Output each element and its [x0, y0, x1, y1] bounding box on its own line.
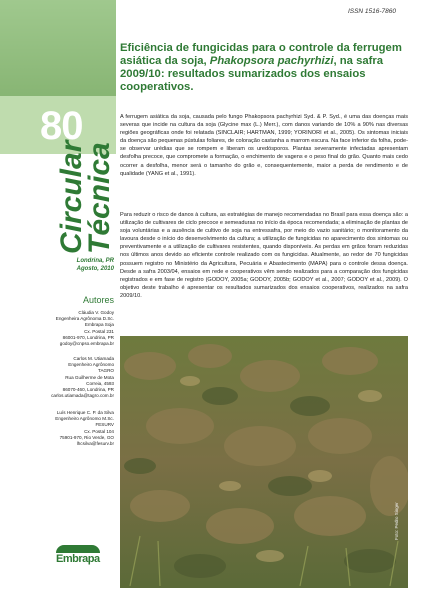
author-line: Embrapa Soja	[84, 322, 114, 328]
publication-date: Agosto, 2010	[76, 265, 114, 272]
title-species: Phakopsora pachyrhizi	[209, 55, 334, 67]
author-line: Rua Guilherme de Mota	[65, 374, 114, 380]
soybean-field-photo	[120, 336, 408, 588]
author-email: lhcsilva@fesurv.br	[76, 441, 114, 447]
author-line: Engenheiro Agrônomo M.Sc.	[55, 416, 114, 422]
author-line: 86001-970, Londrina, PR	[62, 334, 114, 340]
logo-text: Embrapa	[56, 553, 100, 565]
author-email: carlos.utiamada@tagro.com.br	[51, 393, 114, 399]
series-title-line2: Técnica	[82, 142, 116, 254]
management-paragraph: Para reduzir o risco de danos à cultura, as estratégias de manejo recomendadas no Brasil para essa doença são: a utilização de cultivares de ciclo precoce e semeaduras no início da época recomendada; a eliminação de plantas de soja voluntárias e a ausência de cultivo de soja na entressafra, por meio do vazio sanitário; o monitoramento da lavoura desde o início do desenvolvimento da cultura; a utilização de fungicidas no aparecimento dos sintomas ou preventivamente e a utilização de cultivares resistentes, quando disponíveis. As perdas em grãos foram reduzidas nos últimos anos devido ao eficiente controle realizado com os fungicidas. Atualmente, ao redor de 70 fungicidas possuem registro no Ministério da Agricultura, Pecuária e Abastecimento (MAPA) para o controle dessa doença. Desde a safra 2003/04, ensaios em rede e cooperativos vêm sendo realizados para a comparação dos fungicidas registrados e em fase de registro (GODOY, 2005a; GODOY, 2005b; GODOY et al., 2007; GODOY et al., 2009). O objetivo deste trabalho é apresentar os resultados sumarizados dos ensaios cooperativos, realizados na safra 2009/10.	[120, 212, 408, 299]
author-block	[4, 410, 114, 447]
title-text: Eficiência de fungicidas para o controle da ferrugem asiática da soja,	[120, 42, 402, 67]
series-title-line1: Circular	[55, 140, 88, 254]
sidebar-green-band	[0, 0, 116, 96]
publication-place: Londrina, PR	[76, 258, 114, 264]
author-name: Carlos M. Utiamada	[73, 356, 114, 361]
embrapa-logo	[56, 545, 100, 567]
issn-label: ISSN 1516-7860	[347, 8, 396, 15]
author-block	[4, 310, 114, 347]
author-line: 75901-970, Rio Verde, GO	[59, 434, 114, 440]
author-line: FESURV	[95, 422, 114, 428]
author-line: 86070-460, Londrina, PR	[62, 387, 114, 393]
article-title	[120, 42, 412, 94]
author-line: TAGRO	[98, 368, 114, 374]
publication-place-date	[0, 258, 114, 273]
series-title	[55, 140, 118, 254]
title-text-end: , na safra 2009/10: resultados sumarizados dos ensaios cooperativos.	[120, 55, 384, 93]
author-name: Cláudia V. Godoy	[78, 310, 114, 315]
author-line: Cx. Postal 231	[84, 328, 114, 334]
author-block	[4, 356, 114, 399]
author-email: godoy@cnpso.embrapa.br	[59, 341, 114, 347]
author-line: Cx. Postal 104	[84, 428, 114, 434]
author-line: Engenheiro Agrônomo	[68, 362, 114, 368]
intro-paragraph: A ferrugem asiática da soja, causada pelo fungo Phakopsora pachyrhizi Syd. & P. Syd., é uma das doenças mais severas que incide na cultura da soja (Glycine max (L.) Merr.), com danos variando de 10% a 90% nas diversas regiões geográficas onde foi relatada (SINCLAIR; HARTMAN, 1999; YORINORI et al., 2005). Os sintomas iniciais da doença são pequenas pústulas foliares, de coloração castanha a marrom escura. Na face inferior da folha, pode-se observar urédias que se rompem e liberam os uredósporos. Plantas severamente infectadas apresentam desfolha precoce, que compromete a formação, o enchimento de vagens e o peso final do grão. Quanto mais cedo ocorrer a desfolha, menor será o tamanho do grão e, consequentemente, maior a perda de rendimento e de qualidade (YANG et al., 1991).	[120, 114, 408, 177]
author-line: Engenheira Agrônoma D.Sc.	[55, 316, 114, 322]
author-line: Correia, 4593	[86, 380, 114, 386]
photo-credit: Foto: Pedro Singer	[394, 502, 399, 540]
author-name: Luís Henrique C. P. da Silva	[56, 410, 114, 415]
issue-number: 80	[40, 104, 83, 148]
logo-mark-icon	[56, 545, 100, 553]
authors-heading: Autores	[82, 295, 114, 305]
